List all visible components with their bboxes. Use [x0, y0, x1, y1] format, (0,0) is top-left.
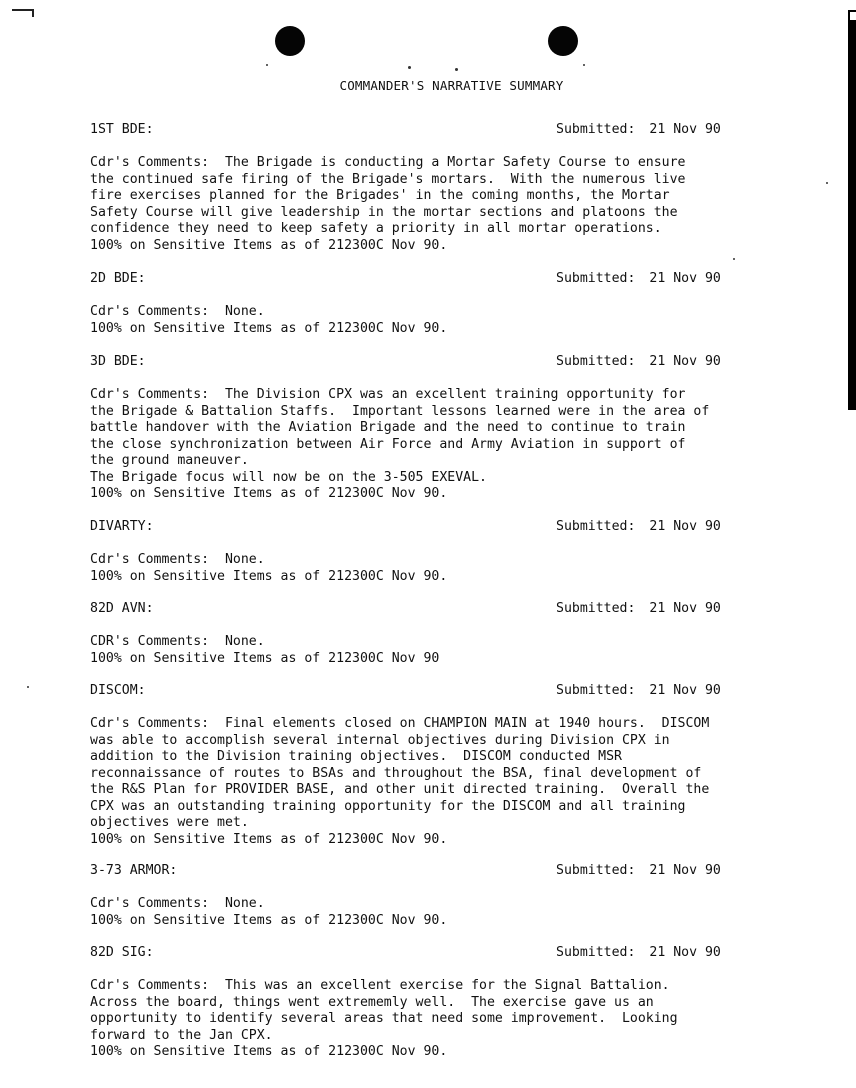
commander-comments: Cdr's Comments: The Division CPX was an excellent training opportunity for the Brigade & Battalion Staffs. Important lessons learned were in the area of battle handover with the Aviation Brigade and the need to continue to train the close synchronization between Air Force and Army Aviation in support of the ground maneuver. The Brigade focus will now be on the 3-505 EXEVAL. 100% on Sensitive Items as of 212300C Nov 90. — [90, 387, 710, 501]
unit-section-3-73-armor — [90, 863, 750, 929]
submitted-date: 21 Nov 90 — [649, 354, 721, 369]
unit-name: 1ST BDE: — [90, 122, 154, 137]
unit-header — [90, 945, 750, 962]
commander-comments: Cdr's Comments: None. 100% on Sensitive Items as of 212300C Nov 90. — [90, 552, 448, 584]
submitted-label: Submitted: — [556, 683, 636, 698]
unit-header — [90, 863, 750, 880]
submitted-label: Submitted: — [556, 863, 636, 878]
unit-name: 82D SIG: — [90, 945, 154, 960]
submitted-label: Submitted: — [556, 601, 636, 616]
unit-header — [90, 271, 750, 288]
submitted-date: 21 Nov 90 — [649, 271, 721, 286]
submitted-line — [556, 601, 721, 618]
unit-header — [90, 601, 750, 618]
submitted-date: 21 Nov 90 — [649, 683, 721, 698]
unit-header — [90, 519, 750, 536]
submitted-date: 21 Nov 90 — [649, 122, 721, 137]
submitted-label: Submitted: — [556, 945, 636, 960]
submitted-line — [556, 945, 721, 962]
submitted-line — [556, 863, 721, 880]
submitted-label: Submitted: — [556, 354, 636, 369]
unit-section-82d-avn — [90, 601, 750, 667]
unit-name: 3D BDE: — [90, 354, 146, 369]
unit-section-discom — [90, 683, 750, 848]
scan-speck — [826, 182, 828, 184]
unit-section-82d-sig — [90, 945, 750, 1061]
unit-section-2d-bde — [90, 271, 750, 337]
unit-header — [90, 354, 750, 371]
punch-hole-right — [548, 26, 578, 56]
unit-name: DISCOM: — [90, 683, 146, 698]
unit-header — [90, 122, 750, 139]
commander-comments: Cdr's Comments: This was an excellent exercise for the Signal Battalion. Across the board, things went extrememly well. The exercise gave us an opportunity to identify several areas that need some improvement. Looking forward to the Jan CPX. 100% on Sensitive Items as of 212300C Nov 90. — [90, 978, 678, 1059]
submitted-line — [556, 354, 721, 371]
submitted-label: Submitted: — [556, 122, 636, 137]
submitted-date: 21 Nov 90 — [649, 519, 721, 534]
unit-section-1st-bde — [90, 122, 750, 254]
commander-comments: Cdr's Comments: None. 100% on Sensitive Items as of 212300C Nov 90. — [90, 896, 448, 928]
unit-section-3d-bde — [90, 354, 750, 503]
submitted-line — [556, 683, 721, 700]
scan-speck — [266, 64, 268, 66]
unit-name: 3-73 ARMOR: — [90, 863, 178, 878]
punch-hole-left — [275, 26, 305, 56]
corner-mark — [12, 9, 34, 11]
submitted-date: 21 Nov 90 — [649, 945, 721, 960]
scan-speck — [733, 258, 735, 260]
scan-speck — [408, 66, 411, 69]
unit-name: 82D AVN: — [90, 601, 154, 616]
document-title: COMMANDER'S NARRATIVE SUMMARY — [339, 78, 564, 93]
submitted-line — [556, 122, 721, 139]
submitted-label: Submitted: — [556, 519, 636, 534]
unit-section-divarty — [90, 519, 750, 585]
submitted-line — [556, 271, 721, 288]
commander-comments: Cdr's Comments: Final elements closed on CHAMPION MAIN at 1940 hours. DISCOM was able to accomplish several internal objectives during Division CPX in addition to the Division training objectives. DISCOM conducted MSR reconnaissance of routes to BSAs and throughout the BSA, final development of the R&S Plan for PROVIDER BASE, and other unit directed training. Overall the CPX was an outstanding training opportunity for the DISCOM and all training objectives were met. 100% on Sensitive Items as of 212300C Nov 90. — [90, 716, 710, 847]
submitted-line — [556, 519, 721, 536]
submitted-label: Submitted: — [556, 271, 636, 286]
unit-header — [90, 683, 750, 700]
scan-speck — [27, 686, 29, 688]
submitted-date: 21 Nov 90 — [649, 863, 721, 878]
commander-comments: CDR's Comments: None. 100% on Sensitive Items as of 212300C Nov 90 — [90, 634, 440, 666]
commander-comments: Cdr's Comments: The Brigade is conducting a Mortar Safety Course to ensure the continued safe firing of the Brigade's mortars. With the numerous live fire exercises planned for the Brigades' in the coming months, the Mortar Safety Course will give leadership in the mortar sections and platoons the confidence they need to keep safety a priority in all mortar operations. 100% on Sensitive Items as of 212300C Nov 90. — [90, 155, 686, 253]
unit-name: 2D BDE: — [90, 271, 146, 286]
scan-speck — [455, 68, 458, 71]
scan-speck — [583, 64, 585, 66]
unit-name: DIVARTY: — [90, 519, 154, 534]
submitted-date: 21 Nov 90 — [649, 601, 721, 616]
commander-comments: Cdr's Comments: None. 100% on Sensitive Items as of 212300C Nov 90. — [90, 304, 448, 336]
